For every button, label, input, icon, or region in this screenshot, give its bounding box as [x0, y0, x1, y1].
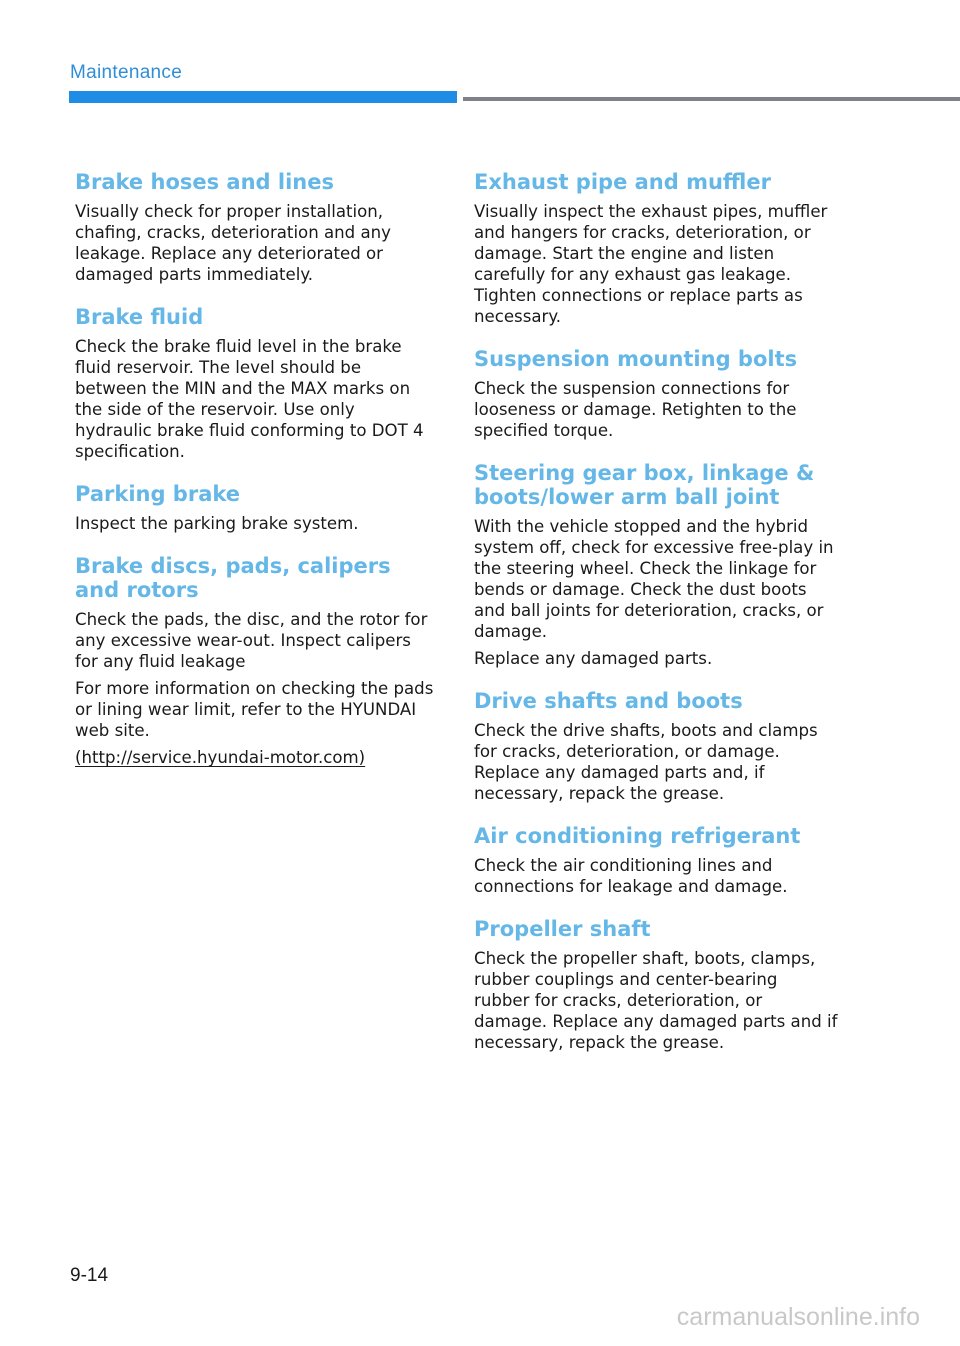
section-heading: Brake fluid — [75, 305, 204, 329]
section-heading: Exhaust pipe and muffler — [474, 170, 771, 194]
section-body: Visually check for proper installation, chafing, cracks, deterioration and any leakage. Replace any deteriorated or damaged parts immediately. — [75, 202, 391, 284]
left-column — [75, 170, 435, 788]
right-column — [474, 170, 838, 1073]
header-rule — [463, 97, 960, 101]
section-body: Inspect the parking brake system. — [75, 514, 359, 533]
section-body: Check the propeller shaft, boots, clamps, rubber couplings and center-bearing rubber for cracks, deterioration, or damage. Replace any damaged parts and if necessary, repack the grease. — [474, 949, 838, 1052]
section-air-conditioning — [474, 824, 838, 897]
section-suspension — [474, 347, 838, 441]
section-brake-hoses — [75, 170, 435, 285]
section-title: Maintenance — [70, 62, 183, 83]
section-body: With the vehicle stopped and the hybrid system off, check for excessive free-play in the steering wheel. Check the linkage for bends or damage. Check the dust boots and ball joints for deterioration, cracks, or damage. — [474, 517, 834, 641]
section-heading: Parking brake — [75, 482, 241, 506]
section-heading: Brake hoses and lines — [75, 170, 334, 194]
hyundai-service-link[interactable]: (http://service.hyundai-motor.com) — [75, 748, 366, 767]
page-number: 9-14 — [70, 1265, 109, 1286]
section-heading: Brake discs, pads, calipers and rotors — [75, 554, 391, 602]
section-heading: Steering gear box, linkage & boots/lower arm ball joint — [474, 461, 815, 509]
section-heading: Suspension mounting bolts — [474, 347, 798, 371]
section-heading: Drive shafts and boots — [474, 689, 743, 713]
section-body: Check the suspension connections for looseness or damage. Retighten to the specified torque. — [474, 379, 797, 440]
section-steering — [474, 461, 838, 669]
section-drive-shafts — [474, 689, 838, 804]
section-brake-fluid — [75, 305, 435, 462]
watermark: carmanualsonline.info — [676, 1303, 920, 1331]
section-body: Visually inspect the exhaust pipes, muffler and hangers for cracks, deterioration, or damage. Start the engine and listen carefully for any exhaust gas leakage. Tighten connections or replace parts as necessary. — [474, 202, 828, 326]
section-brake-discs — [75, 554, 435, 768]
section-body: Check the air conditioning lines and connections for leakage and damage. — [474, 856, 788, 896]
section-body: Check the brake fluid level in the brake fluid reservoir. The level should be between the MIN and the MAX marks on the side of the reservoir. Use only hydraulic brake fluid conforming to DOT 4 specification. — [75, 337, 424, 461]
section-body: Check the drive shafts, boots and clamps for cracks, deterioration, or damage. Replace any damaged parts and, if necessary, repack the grease. — [474, 721, 818, 803]
section-heading: Air conditioning refrigerant — [474, 824, 801, 848]
section-body: Check the pads, the disc, and the rotor for any excessive wear-out. Inspect calipers for any fluid leakage — [75, 610, 428, 671]
section-exhaust — [474, 170, 838, 327]
section-body: For more information on checking the pads or lining wear limit, refer to the HYUNDAI web site. — [75, 679, 434, 740]
header-accent-bar — [69, 91, 457, 103]
section-heading: Propeller shaft — [474, 917, 651, 941]
section-body: Replace any damaged parts. — [474, 649, 713, 668]
section-propeller-shaft — [474, 917, 838, 1053]
section-parking-brake — [75, 482, 435, 534]
